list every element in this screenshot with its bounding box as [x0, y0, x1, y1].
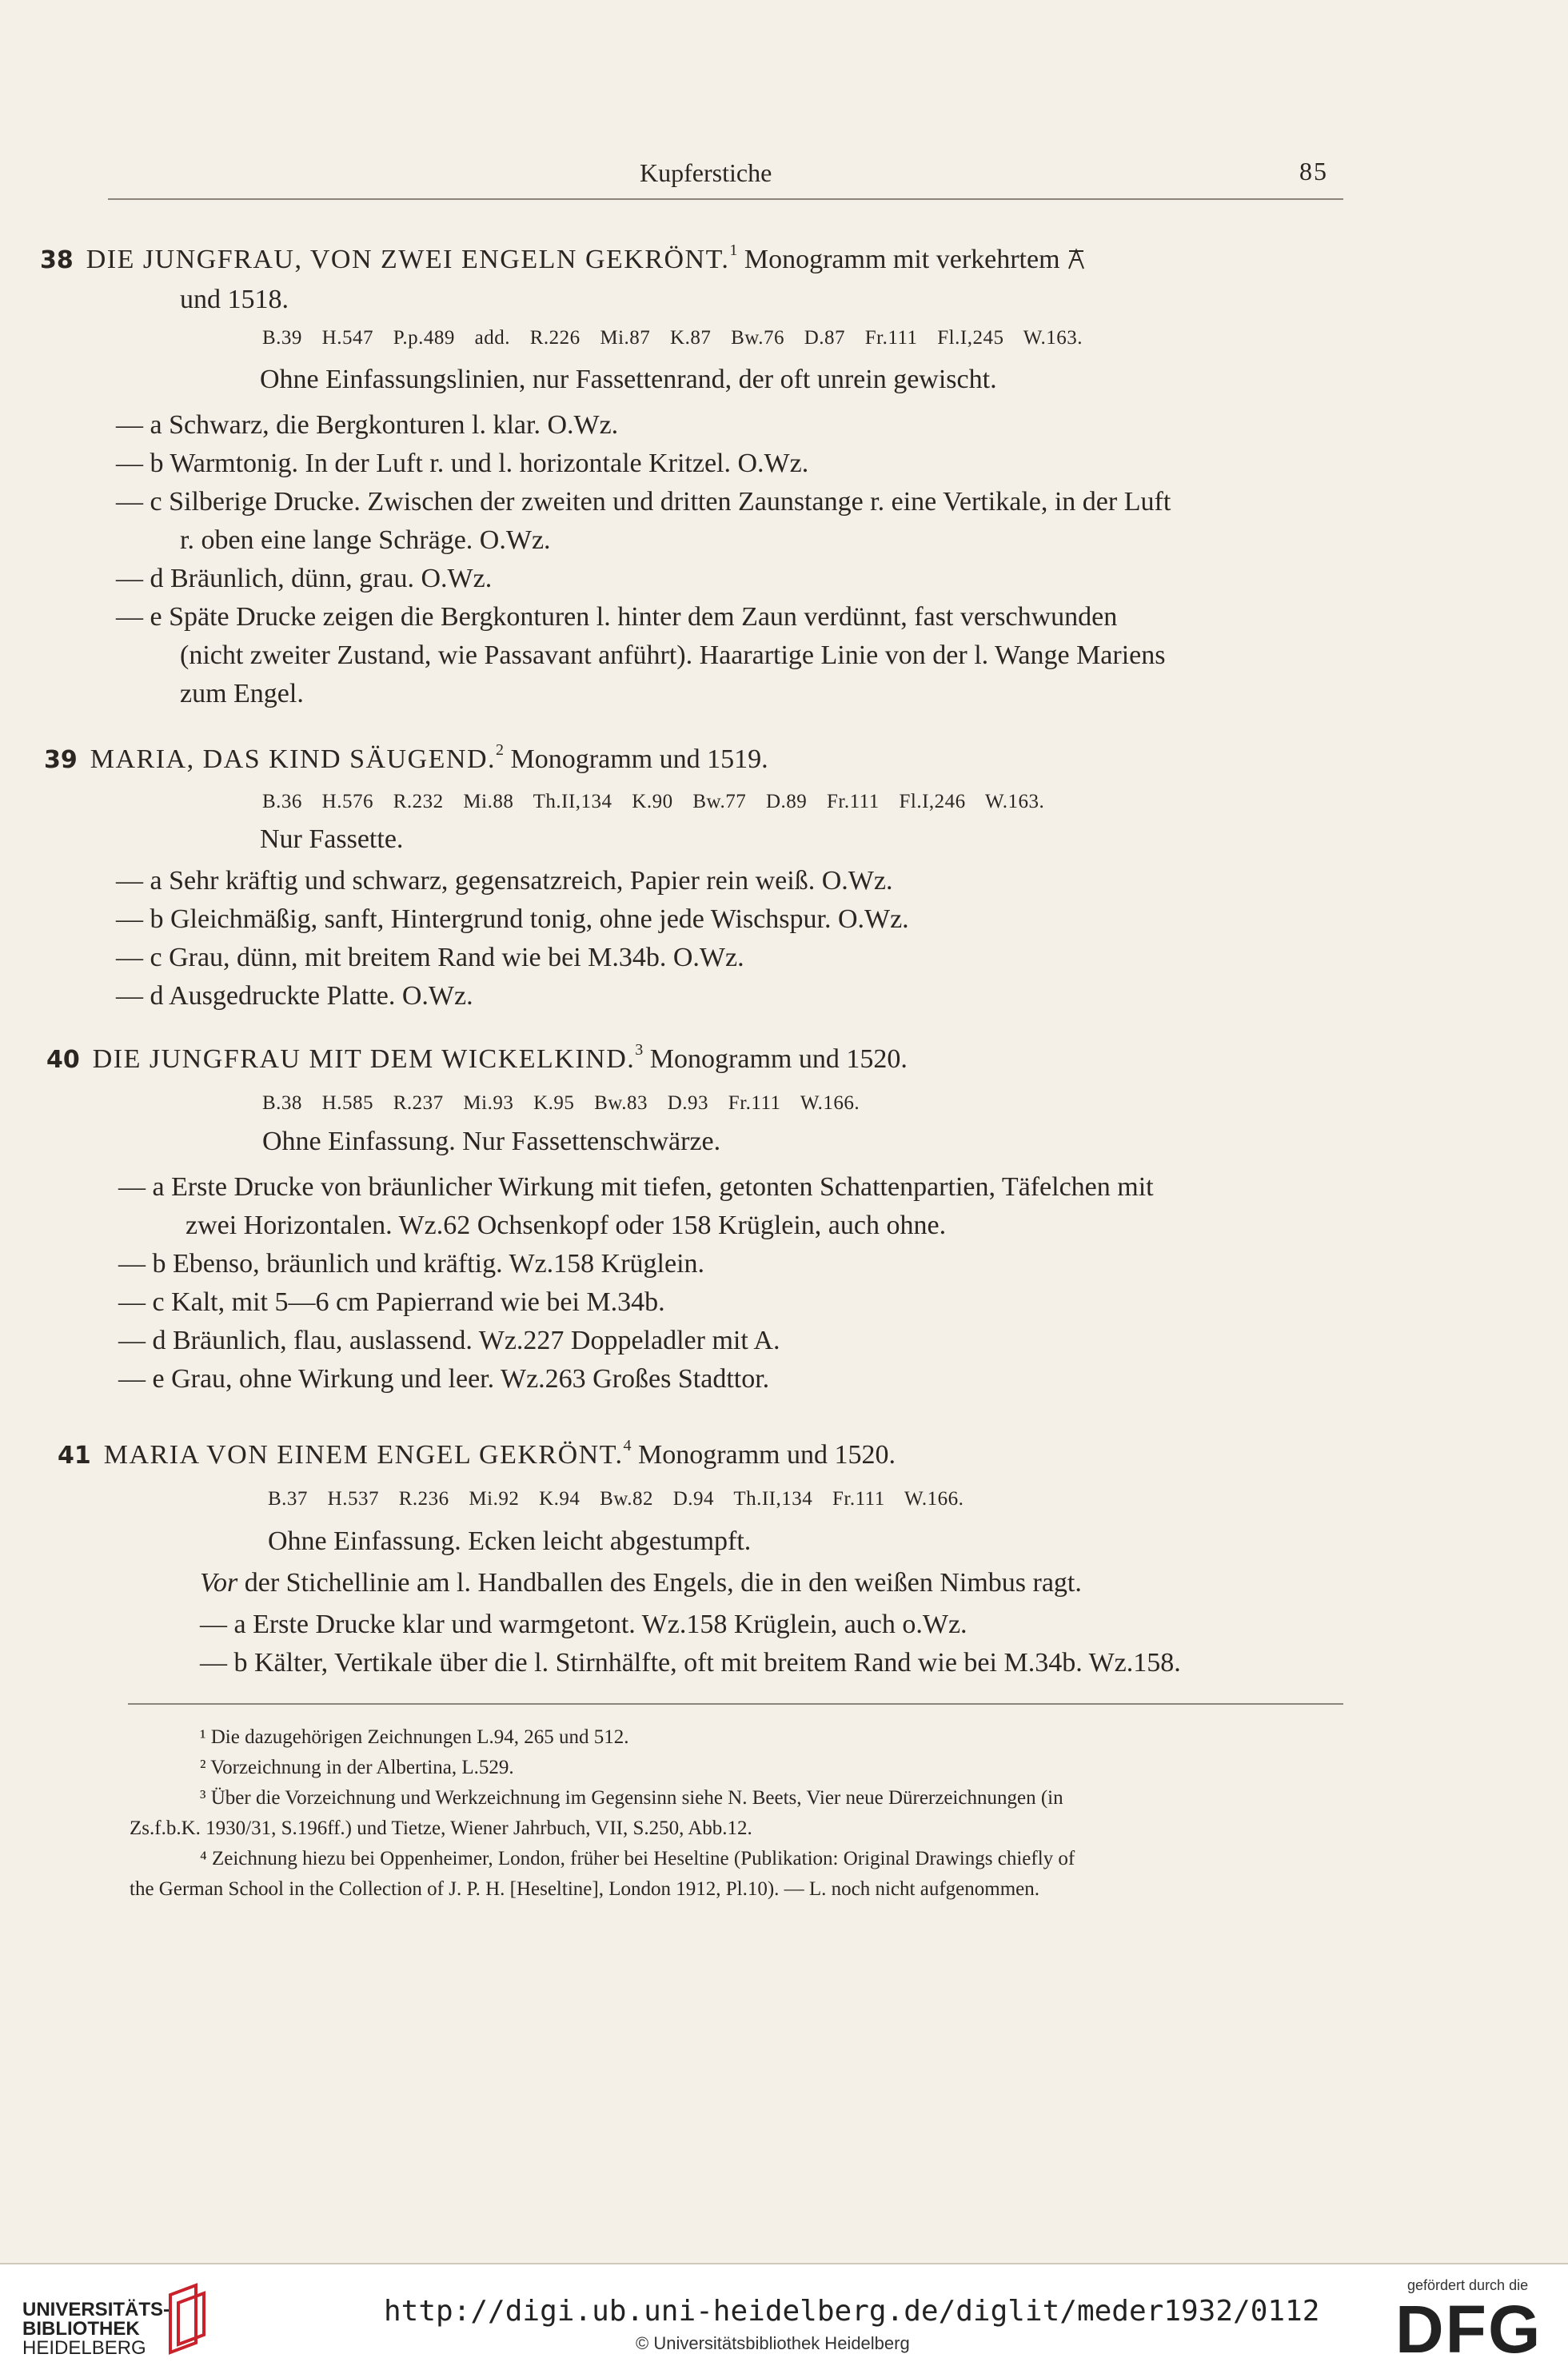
- entry-38-state-e: — e Späte Drucke zeigen die Bergkonturen l. hinter dem Zaun verdünnt, fast verschwunden: [116, 602, 1118, 632]
- footnote-1: ¹ Die dazugehörigen Zeichnungen L.94, 265 und 512.: [200, 1726, 629, 1748]
- library-name-line-2: BIBLIOTHEK: [22, 2318, 140, 2340]
- entry-title: MARIA VON EINEM ENGEL GEKRÖNT.: [103, 1440, 624, 1470]
- entry-number: 40: [46, 1046, 80, 1074]
- entry-38-state-b: — b Warmtonig. In der Luft r. und l. horizontale Kritzel. O.Wz.: [116, 449, 809, 478]
- library-logo-icon: [164, 2279, 212, 2355]
- entry-38-state-e-cont1: (nicht zweiter Zustand, wie Passavant anführt). Haarartige Linie von der l. Wange Mariens: [180, 640, 1166, 670]
- entry-41-references: B.37 H.537 R.236 Mi.92 K.94 Bw.82 D.94 Th.II,134 Fr.111 W.166.: [268, 1488, 964, 1510]
- entry-title: DIE JUNGFRAU, VON ZWEI ENGELN GEKRÖNT.: [86, 245, 730, 274]
- entry-38-state-d: — d Bräunlich, dünn, grau. O.Wz.: [116, 564, 493, 593]
- footnote-rule: [128, 1703, 1343, 1705]
- entry-40-state-a: — a Erste Drucke von bräunlicher Wirkung mit tiefen, getonten Schattenpartien, Täfelchen mit: [118, 1172, 1154, 1202]
- entry-41-note: Ohne Einfassung. Ecken leicht abgestumpft.: [268, 1526, 752, 1556]
- entry-41-state-a: — a Erste Drucke klar und warmgetont. Wz.158 Krüglein, auch o.Wz.: [200, 1610, 968, 1639]
- entry-number: 38: [40, 246, 74, 274]
- entry-38-note: Ohne Einfassungslinien, nur Fassettenrand, der oft unrein gewischt.: [260, 365, 997, 394]
- footnote-mark: 2: [496, 740, 505, 759]
- entry-40-state-d: — d Bräunlich, flau, auslassend. Wz.227 Doppeladler mit A.: [118, 1326, 780, 1355]
- header-rule: [108, 198, 1343, 200]
- entry-40-state-c: — c Kalt, mit 5—6 cm Papierrand wie bei M.34b.: [118, 1287, 665, 1317]
- entry-39-state-d: — d Ausgedruckte Platte. O.Wz.: [116, 981, 473, 1011]
- note-text: der Stichellinie am l. Handballen des Engels, die in den weißen Nimbus ragt.: [237, 1568, 1082, 1598]
- entry-40-note: Ohne Einfassung. Nur Fassettenschwärze.: [262, 1127, 721, 1156]
- funding-note: gefördert durch die: [1407, 2277, 1529, 2293]
- footnote-3-cont: Zs.f.b.K. 1930/31, S.196ff.) und Tietze, Wiener Jahrbuch, VII, S.250, Abb.12.: [130, 1817, 752, 1839]
- entry-38-state-a: — a Schwarz, die Bergkonturen l. klar. O.Wz.: [116, 410, 619, 440]
- entry-description: Monogramm und 1519.: [504, 744, 768, 774]
- footnote-mark: 1: [729, 241, 738, 259]
- entry-40-state-a-cont: zwei Horizontalen. Wz.62 Ochsenkopf oder 158 Krüglein, auch ohne.: [186, 1211, 947, 1240]
- entry-41-note-2: [200, 1567, 1082, 1599]
- entry-number: 39: [44, 746, 78, 774]
- library-name-line-3: HEIDELBERG: [22, 2337, 146, 2359]
- footnote-4-cont: the German School in the Collection of J. P. H. [Heseltine], London 1912, Pl.10). — L. noch nicht aufgenommen.: [130, 1878, 1040, 1900]
- running-header-title: Kupferstiche: [640, 158, 772, 187]
- entry-title: MARIA, DAS KIND SÄUGEND.: [90, 744, 497, 774]
- entry-number: 41: [58, 1442, 91, 1470]
- reversed-a-monogram-icon: [1067, 248, 1086, 270]
- entry-39-note: Nur Fassette.: [260, 824, 404, 854]
- entry-40-references: B.38 H.585 R.237 Mi.93 K.95 Bw.83 D.93 Fr.111 W.166.: [262, 1092, 860, 1114]
- footnote-mark: 4: [623, 1436, 632, 1454]
- footnote-mark: 3: [635, 1040, 644, 1059]
- entry-38-continuation: und 1518.: [180, 285, 289, 314]
- entry-39-heading: [44, 740, 768, 776]
- dfg-logo: DFG: [1395, 2292, 1542, 2367]
- entry-41-state-b: — b Kälter, Vertikale über die l. Stirnhälfte, oft mit breitem Rand wie bei M.34b. Wz.158.: [200, 1648, 1181, 1678]
- footnote-4: ⁴ Zeichnung hiezu bei Oppenheimer, London, früher bei Heseltine (Publikation: Original Drawings chiefly of: [200, 1848, 1075, 1869]
- footnote-3: ³ Über die Vorzeichnung und Werkzeichnung im Gegensinn siehe N. Beets, Vier neue Dürerzeichnungen (in: [200, 1787, 1063, 1809]
- entry-description: Monogramm und 1520.: [631, 1440, 896, 1470]
- entry-40-state-b: — b Ebenso, bräunlich und kräftig. Wz.158 Krüglein.: [118, 1249, 705, 1279]
- entry-38-heading: [40, 241, 1086, 277]
- entry-38-state-c: — c Silberige Drucke. Zwischen der zweiten und dritten Zaunstange r. eine Vertikale, in der Luft: [116, 487, 1171, 517]
- copyright-notice: © Universitätsbibliothek Heidelberg: [636, 2333, 910, 2353]
- page-number: 85: [1299, 157, 1328, 186]
- entry-39-state-b: — b Gleichmäßig, sanft, Hintergrund tonig, ohne jede Wischspur. O.Wz.: [116, 904, 909, 934]
- entry-40-heading: [46, 1040, 908, 1076]
- entry-38-references: B.39 H.547 P.p.489 add. R.226 Mi.87 K.87 Bw.76 D.87 Fr.111 Fl.I,245 W.163.: [262, 327, 1083, 349]
- entry-38-state-e-cont2: zum Engel.: [180, 679, 304, 708]
- entry-40-state-e: — e Grau, ohne Wirkung und leer. Wz.263 Großes Stadttor.: [118, 1364, 770, 1394]
- entry-41-heading: [58, 1436, 896, 1472]
- entry-38-state-c-cont: r. oben eine lange Schräge. O.Wz.: [180, 525, 551, 555]
- entry-39-state-c: — c Grau, dünn, mit breitem Rand wie bei M.34b. O.Wz.: [116, 943, 744, 972]
- library-name: [22, 2300, 170, 2358]
- footnote-2: ² Vorzeichnung in der Albertina, L.529.: [200, 1757, 514, 1778]
- entry-39-state-a: — a Sehr kräftig und schwarz, gegensatzreich, Papier rein weiß. O.Wz.: [116, 866, 893, 896]
- entry-title: DIE JUNGFRAU MIT DEM WICKELKIND.: [92, 1044, 636, 1074]
- library-name-line-1: UNIVERSITÄTS-: [22, 2299, 170, 2320]
- entry-description: Monogramm mit verkehrtem: [737, 245, 1067, 274]
- italic-word: Vor: [200, 1568, 238, 1598]
- entry-39-references: B.36 H.576 R.232 Mi.88 Th.II,134 K.90 Bw.77 D.89 Fr.111 Fl.I,246 W.163.: [262, 791, 1045, 812]
- permalink-url[interactable]: http://digi.ub.uni-heidelberg.de/diglit/meder1932/0112: [384, 2295, 1320, 2328]
- entry-description: Monogramm und 1520.: [643, 1044, 908, 1074]
